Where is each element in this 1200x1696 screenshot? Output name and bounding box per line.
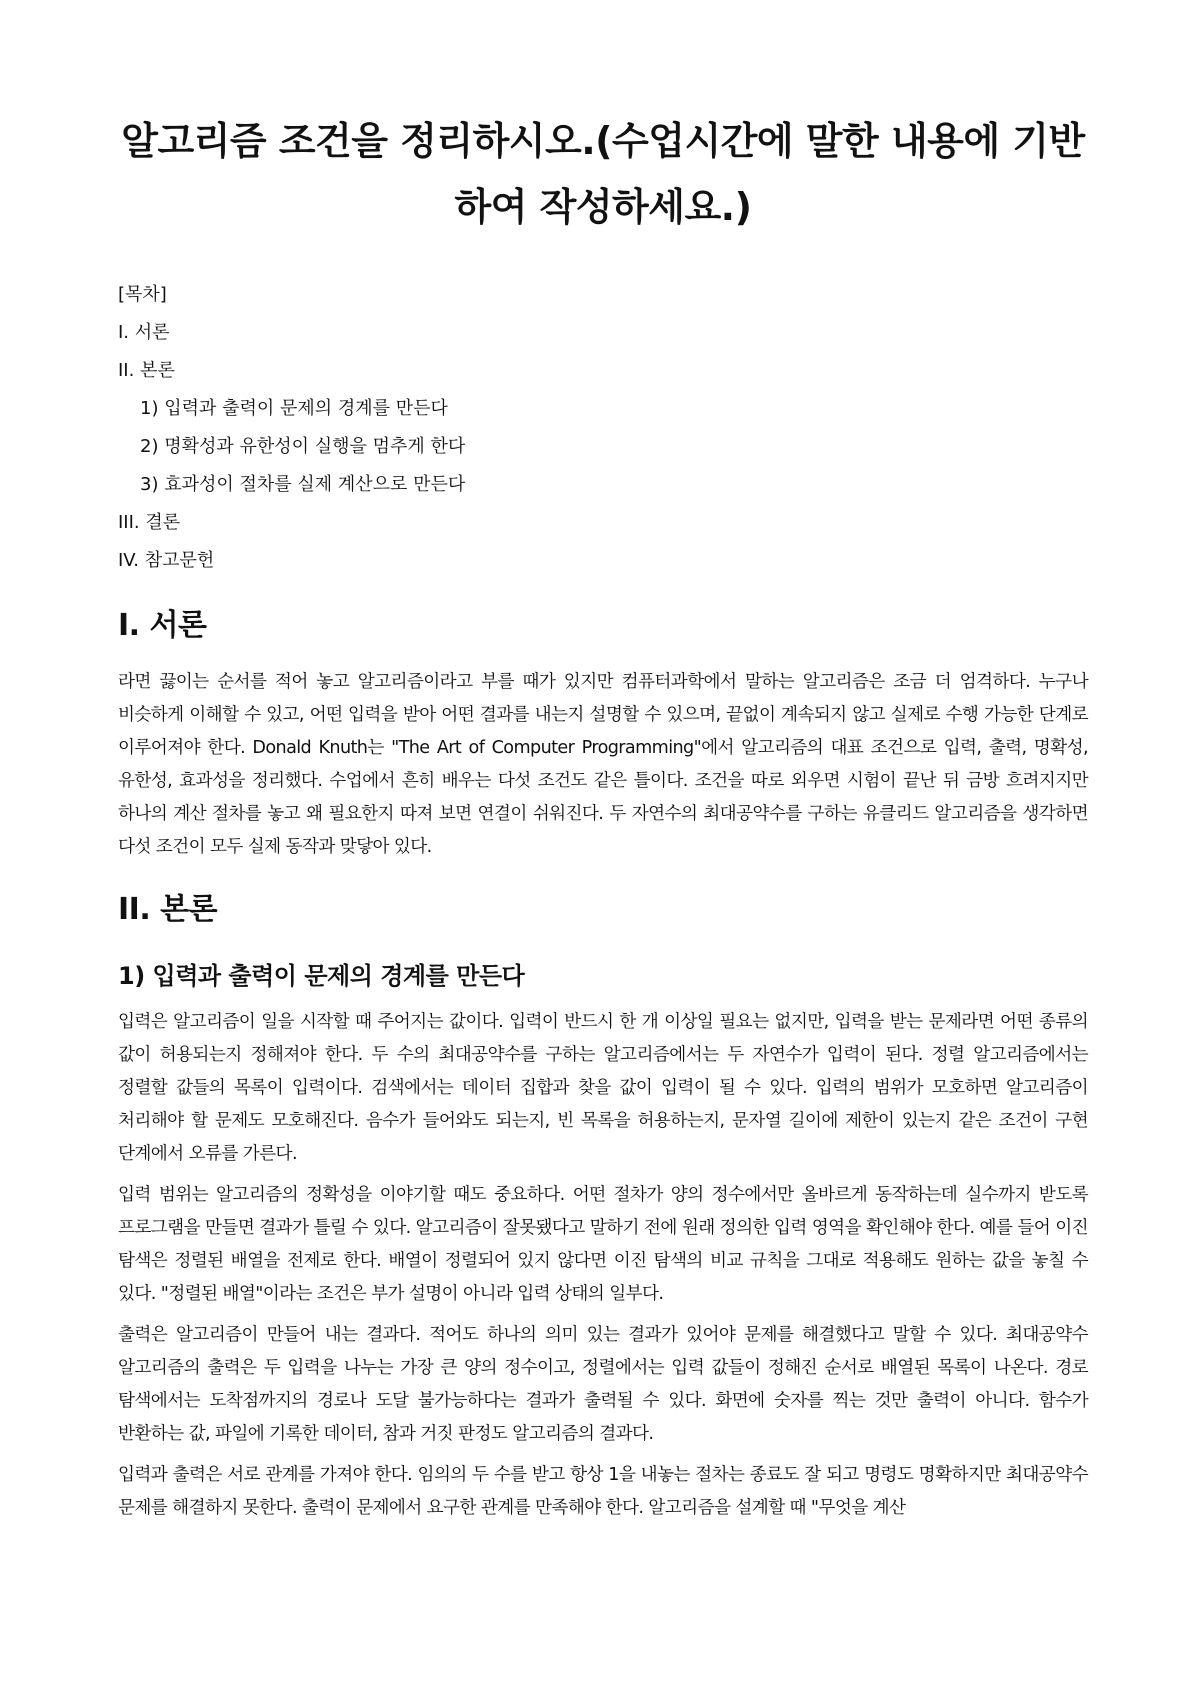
toc-item-body-1: 1) 입력과 출력이 문제의 경계를 만든다 bbox=[140, 398, 448, 419]
toc-item-references: IV. 참고문헌 bbox=[118, 550, 215, 571]
body-paragraph: 입력 범위는 알고리즘의 정확성을 이야기할 때도 중요하다. 어떤 절차가 양의 정수에서만 올바르게 동작하는데 실수까지 받도록 프로그램을 만들면 결과가 틀릴 수 있다. 알고리즘이 잘못됐다고 말하기 전에 원래 정의한 입력 영역을 확인해야 한다. 예를 들어 이진 탐색은 정렬된 배열을 전제로 한다. 배열이 정렬되어 있지 않다면 이진 탐색의 비교 규칙을 그대로 적용해도 원하는 값을 놓칠 수 있다. "정렬된 배열"이라는 조건은 부가 설명이 아니라 입력 상태의 일부다. bbox=[118, 1185, 1088, 1304]
intro-heading: I. 서론 bbox=[118, 608, 207, 643]
intro-paragraph: 라면 끓이는 순서를 적어 놓고 알고리즘이라고 부를 때가 있지만 컴퓨터과학에서 말하는 알고리즘은 조금 더 엄격하다. 누구나 비슷하게 이해할 수 있고, 어떤 입력을 받아 어떤 결과를 내는지 설명할 수 있으며, 끝없이 계속되지 않고 실제로 수행 가능한 단계로 이루어져야 한다. Donald Knuth는 "The Art of Computer Programming"에서 알고리즘의 대표 조건으로 입력, 출력, 명확성, 유한성, 효과성을 정리했다. 수업에서 흔히 배우는 다섯 조건도 같은 틀이다. 조건을 따로 외우면 시험이 끝난 뒤 금방 흐려지지만 하나의 계산 절차를 놓고 왜 필요한지 따져 보면 연결이 쉬워진다. 두 자연수의 최대공약수를 구하는 유클리드 알고리즘을 생각하면 다섯 조건이 모두 실제 동작과 맞닿아 있다. bbox=[118, 672, 1088, 857]
toc-item-body-2: 2) 명확성과 유한성이 실행을 멈추게 한다 bbox=[140, 436, 466, 457]
toc-heading: [목차] bbox=[118, 284, 167, 305]
toc-item-body-3: 3) 효과성이 절차를 실제 계산으로 만든다 bbox=[140, 474, 466, 495]
table-of-contents bbox=[118, 276, 1088, 580]
toc-item-conclusion: III. 결론 bbox=[118, 512, 181, 533]
toc-item-intro: I. 서론 bbox=[118, 322, 170, 343]
body-paragraph: 출력은 알고리즘이 만들어 내는 결과다. 적어도 하나의 의미 있는 결과가 있어야 문제를 해결했다고 말할 수 있다. 최대공약수 알고리즘의 출력은 두 입력을 나누는 가장 큰 양의 정수이고, 정렬에서는 입력 값들이 정해진 순서로 배열된 목록이 나온다. 경로 탐색에서는 도착점까지의 경로나 도달 불가능하다는 결과가 출력될 수 있다. 화면에 숫자를 찍는 것만 출력이 아니다. 함수가 반환하는 값, 파일에 기록한 데이터, 참과 거짓 판정도 알고리즘의 결과다. bbox=[118, 1325, 1088, 1444]
intro-section bbox=[118, 604, 1088, 864]
body-section bbox=[118, 888, 1088, 1525]
body-paragraph: 입력과 출력은 서로 관계를 가져야 한다. 임의의 두 수를 받고 항상 1을 내놓는 절차는 종료도 잘 되고 명령도 명확하지만 최대공약수 문제를 해결하지 못한다. 출력이 문제에서 요구한 관계를 만족해야 한다. 알고리즘을 설계할 때 "무엇을 계산 bbox=[118, 1465, 1088, 1518]
toc-item-body: II. 본론 bbox=[118, 360, 175, 381]
body-heading: II. 본론 bbox=[118, 892, 218, 927]
body-subheading-1: 1) 입력과 출력이 문제의 경계를 만든다 bbox=[118, 962, 525, 990]
document-title: 알고리즘 조건을 정리하시오.(수업시간에 말한 내용에 기반하여 작성하세요.) bbox=[121, 119, 1085, 229]
body-paragraph: 입력은 알고리즘이 일을 시작할 때 주어지는 값이다. 입력이 반드시 한 개 이상일 필요는 없지만, 입력을 받는 문제라면 어떤 종류의 값이 허용되는지 정해져야 한다. 두 수의 최대공약수를 구하는 알고리즘에서는 두 자연수가 입력이 된다. 정렬 알고리즘에서는 정렬할 값들의 목록이 입력이다. 검색에서는 데이터 집합과 찾을 값이 입력이 될 수 있다. 입력의 범위가 모호하면 알고리즘이 처리해야 할 문제도 모호해진다. 음수가 들어와도 되는지, 빈 목록을 허용하는지, 문자열 길이에 제한이 있는지 같은 조건이 구현 단계에서 오류를 가른다. bbox=[118, 1012, 1088, 1164]
